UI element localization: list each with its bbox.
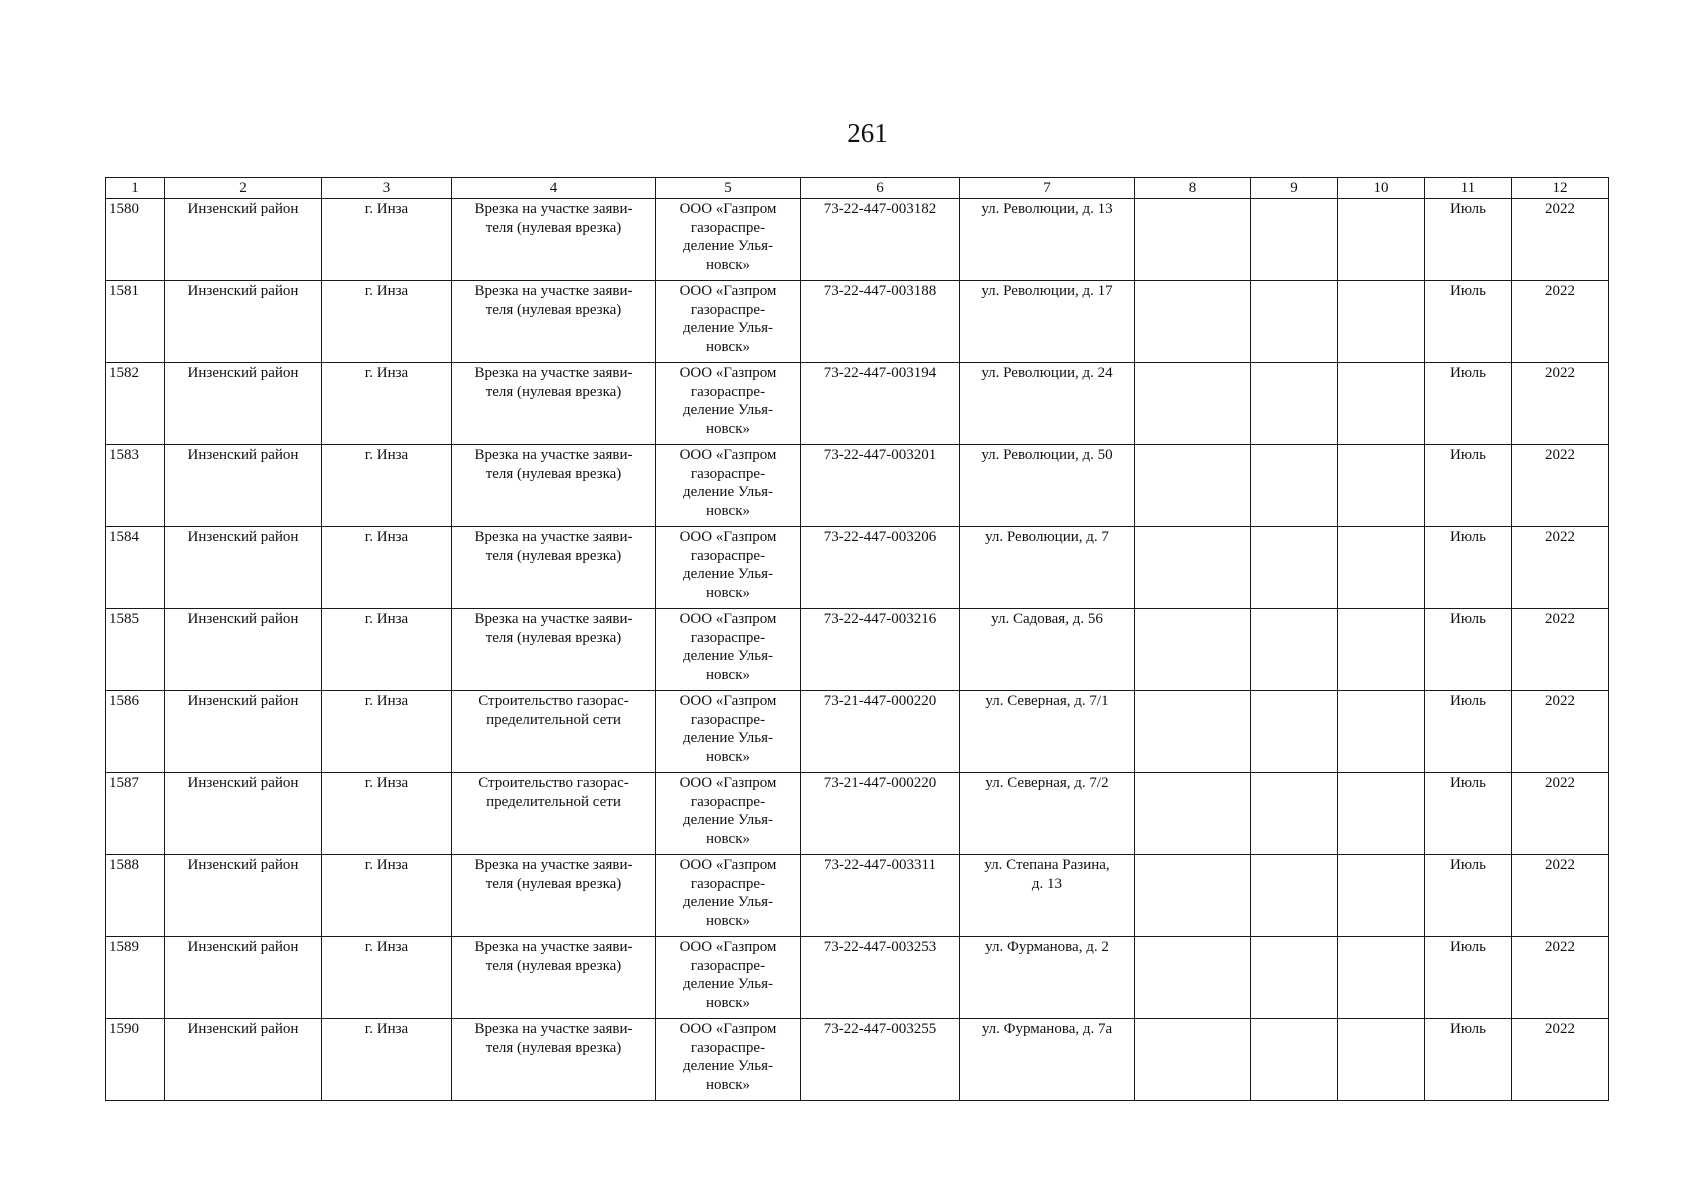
object-code-cell: 73-22-447-003188 bbox=[801, 281, 960, 363]
column-8-cell bbox=[1135, 445, 1251, 527]
row-number-cell: 1589 bbox=[106, 937, 165, 1019]
organization-cell: ООО «Газпром газораспре- деление Улья- новск» bbox=[656, 855, 801, 937]
column-header: 2 bbox=[165, 178, 322, 199]
object-code-cell: 73-22-447-003201 bbox=[801, 445, 960, 527]
table-row bbox=[106, 199, 1609, 281]
work-type-cell: Врезка на участке заяви- теля (нулевая врезка) bbox=[452, 445, 656, 527]
organization-cell: ООО «Газпром газораспре- деление Улья- новск» bbox=[656, 773, 801, 855]
town-cell: г. Инза bbox=[322, 527, 452, 609]
column-header: 6 bbox=[801, 178, 960, 199]
town-cell: г. Инза bbox=[322, 281, 452, 363]
address-cell: ул. Северная, д. 7/2 bbox=[960, 773, 1135, 855]
table-row bbox=[106, 609, 1609, 691]
town-cell: г. Инза bbox=[322, 199, 452, 281]
month-cell: Июль bbox=[1425, 773, 1512, 855]
object-code-cell: 73-22-447-003194 bbox=[801, 363, 960, 445]
column-header: 7 bbox=[960, 178, 1135, 199]
month-cell: Июль bbox=[1425, 199, 1512, 281]
row-number-cell: 1580 bbox=[106, 199, 165, 281]
column-10-cell bbox=[1338, 363, 1425, 445]
work-type-cell: Врезка на участке заяви- теля (нулевая врезка) bbox=[452, 937, 656, 1019]
column-10-cell bbox=[1338, 1019, 1425, 1101]
column-9-cell bbox=[1251, 281, 1338, 363]
column-8-cell bbox=[1135, 855, 1251, 937]
table-row bbox=[106, 1019, 1609, 1101]
table-row bbox=[106, 527, 1609, 609]
organization-cell: ООО «Газпром газораспре- деление Улья- новск» bbox=[656, 199, 801, 281]
page-number: 261 bbox=[847, 118, 888, 148]
gas-connection-table bbox=[105, 177, 1609, 1101]
address-cell: ул. Степана Разина, д. 13 bbox=[960, 855, 1135, 937]
work-type-cell: Врезка на участке заяви- теля (нулевая врезка) bbox=[452, 609, 656, 691]
district-cell: Инзенский район bbox=[165, 855, 322, 937]
column-8-cell bbox=[1135, 527, 1251, 609]
month-cell: Июль bbox=[1425, 363, 1512, 445]
column-8-cell bbox=[1135, 691, 1251, 773]
object-code-cell: 73-22-447-003216 bbox=[801, 609, 960, 691]
district-cell: Инзенский район bbox=[165, 281, 322, 363]
column-10-cell bbox=[1338, 445, 1425, 527]
district-cell: Инзенский район bbox=[165, 773, 322, 855]
column-header: 4 bbox=[452, 178, 656, 199]
row-number-cell: 1586 bbox=[106, 691, 165, 773]
address-cell: ул. Революции, д. 50 bbox=[960, 445, 1135, 527]
row-number-cell: 1582 bbox=[106, 363, 165, 445]
year-cell: 2022 bbox=[1512, 773, 1609, 855]
year-cell: 2022 bbox=[1512, 855, 1609, 937]
column-header: 10 bbox=[1338, 178, 1425, 199]
column-10-cell bbox=[1338, 937, 1425, 1019]
work-type-cell: Врезка на участке заяви- теля (нулевая врезка) bbox=[452, 855, 656, 937]
column-9-cell bbox=[1251, 445, 1338, 527]
organization-cell: ООО «Газпром газораспре- деление Улья- новск» bbox=[656, 609, 801, 691]
year-cell: 2022 bbox=[1512, 445, 1609, 527]
year-cell: 2022 bbox=[1512, 691, 1609, 773]
district-cell: Инзенский район bbox=[165, 1019, 322, 1101]
header-row bbox=[106, 178, 1609, 199]
row-number-cell: 1584 bbox=[106, 527, 165, 609]
address-cell: ул. Революции, д. 24 bbox=[960, 363, 1135, 445]
town-cell: г. Инза bbox=[322, 609, 452, 691]
column-header: 11 bbox=[1425, 178, 1512, 199]
year-cell: 2022 bbox=[1512, 937, 1609, 1019]
town-cell: г. Инза bbox=[322, 855, 452, 937]
address-cell: ул. Революции, д. 13 bbox=[960, 199, 1135, 281]
work-type-cell: Врезка на участке заяви- теля (нулевая врезка) bbox=[452, 199, 656, 281]
organization-cell: ООО «Газпром газораспре- деление Улья- новск» bbox=[656, 281, 801, 363]
column-header: 12 bbox=[1512, 178, 1609, 199]
town-cell: г. Инза bbox=[322, 1019, 452, 1101]
column-10-cell bbox=[1338, 691, 1425, 773]
work-type-cell: Врезка на участке заяви- теля (нулевая врезка) bbox=[452, 1019, 656, 1101]
row-number-cell: 1585 bbox=[106, 609, 165, 691]
row-number-cell: 1581 bbox=[106, 281, 165, 363]
year-cell: 2022 bbox=[1512, 527, 1609, 609]
district-cell: Инзенский район bbox=[165, 445, 322, 527]
table-row bbox=[106, 773, 1609, 855]
column-header: 5 bbox=[656, 178, 801, 199]
work-type-cell: Врезка на участке заяви- теля (нулевая врезка) bbox=[452, 527, 656, 609]
year-cell: 2022 bbox=[1512, 281, 1609, 363]
district-cell: Инзенский район bbox=[165, 199, 322, 281]
column-9-cell bbox=[1251, 527, 1338, 609]
month-cell: Июль bbox=[1425, 527, 1512, 609]
table-row bbox=[106, 691, 1609, 773]
object-code-cell: 73-22-447-003206 bbox=[801, 527, 960, 609]
address-cell: ул. Северная, д. 7/1 bbox=[960, 691, 1135, 773]
column-8-cell bbox=[1135, 199, 1251, 281]
month-cell: Июль bbox=[1425, 937, 1512, 1019]
town-cell: г. Инза bbox=[322, 691, 452, 773]
month-cell: Июль bbox=[1425, 1019, 1512, 1101]
year-cell: 2022 bbox=[1512, 609, 1609, 691]
district-cell: Инзенский район bbox=[165, 691, 322, 773]
address-cell: ул. Фурманова, д. 2 bbox=[960, 937, 1135, 1019]
column-9-cell bbox=[1251, 937, 1338, 1019]
column-9-cell bbox=[1251, 691, 1338, 773]
table-row bbox=[106, 855, 1609, 937]
year-cell: 2022 bbox=[1512, 1019, 1609, 1101]
organization-cell: ООО «Газпром газораспре- деление Улья- новск» bbox=[656, 527, 801, 609]
column-9-cell bbox=[1251, 363, 1338, 445]
column-9-cell bbox=[1251, 609, 1338, 691]
town-cell: г. Инза bbox=[322, 363, 452, 445]
month-cell: Июль bbox=[1425, 445, 1512, 527]
column-10-cell bbox=[1338, 773, 1425, 855]
column-8-cell bbox=[1135, 937, 1251, 1019]
column-10-cell bbox=[1338, 609, 1425, 691]
organization-cell: ООО «Газпром газораспре- деление Улья- новск» bbox=[656, 691, 801, 773]
row-number-cell: 1583 bbox=[106, 445, 165, 527]
row-number-cell: 1588 bbox=[106, 855, 165, 937]
district-cell: Инзенский район bbox=[165, 609, 322, 691]
column-10-cell bbox=[1338, 281, 1425, 363]
year-cell: 2022 bbox=[1512, 363, 1609, 445]
column-10-cell bbox=[1338, 855, 1425, 937]
month-cell: Июль bbox=[1425, 609, 1512, 691]
address-cell: ул. Революции, д. 7 bbox=[960, 527, 1135, 609]
work-type-cell: Врезка на участке заяви- теля (нулевая врезка) bbox=[452, 363, 656, 445]
month-cell: Июль bbox=[1425, 281, 1512, 363]
column-10-cell bbox=[1338, 199, 1425, 281]
organization-cell: ООО «Газпром газораспре- деление Улья- новск» bbox=[656, 1019, 801, 1101]
column-header: 9 bbox=[1251, 178, 1338, 199]
column-8-cell bbox=[1135, 773, 1251, 855]
town-cell: г. Инза bbox=[322, 773, 452, 855]
table-row bbox=[106, 937, 1609, 1019]
column-9-cell bbox=[1251, 199, 1338, 281]
district-cell: Инзенский район bbox=[165, 527, 322, 609]
work-type-cell: Строительство газорас- пределительной сети bbox=[452, 773, 656, 855]
organization-cell: ООО «Газпром газораспре- деление Улья- новск» bbox=[656, 937, 801, 1019]
town-cell: г. Инза bbox=[322, 937, 452, 1019]
organization-cell: ООО «Газпром газораспре- деление Улья- новск» bbox=[656, 445, 801, 527]
work-type-cell: Врезка на участке заяви- теля (нулевая врезка) bbox=[452, 281, 656, 363]
organization-cell: ООО «Газпром газораспре- деление Улья- новск» bbox=[656, 363, 801, 445]
district-cell: Инзенский район bbox=[165, 363, 322, 445]
table-row bbox=[106, 363, 1609, 445]
object-code-cell: 73-22-447-003311 bbox=[801, 855, 960, 937]
column-header: 1 bbox=[106, 178, 165, 199]
object-code-cell: 73-22-447-003182 bbox=[801, 199, 960, 281]
column-8-cell bbox=[1135, 609, 1251, 691]
month-cell: Июль bbox=[1425, 855, 1512, 937]
address-cell: ул. Революции, д. 17 bbox=[960, 281, 1135, 363]
table-row bbox=[106, 445, 1609, 527]
address-cell: ул. Садовая, д. 56 bbox=[960, 609, 1135, 691]
table-row bbox=[106, 281, 1609, 363]
object-code-cell: 73-21-447-000220 bbox=[801, 691, 960, 773]
object-code-cell: 73-21-447-000220 bbox=[801, 773, 960, 855]
column-10-cell bbox=[1338, 527, 1425, 609]
town-cell: г. Инза bbox=[322, 445, 452, 527]
column-9-cell bbox=[1251, 855, 1338, 937]
table-body bbox=[106, 199, 1609, 1101]
column-header: 8 bbox=[1135, 178, 1251, 199]
column-header: 3 bbox=[322, 178, 452, 199]
year-cell: 2022 bbox=[1512, 199, 1609, 281]
district-cell: Инзенский район bbox=[165, 937, 322, 1019]
column-9-cell bbox=[1251, 773, 1338, 855]
column-9-cell bbox=[1251, 1019, 1338, 1101]
row-number-cell: 1590 bbox=[106, 1019, 165, 1101]
column-8-cell bbox=[1135, 363, 1251, 445]
object-code-cell: 73-22-447-003255 bbox=[801, 1019, 960, 1101]
column-8-cell bbox=[1135, 1019, 1251, 1101]
object-code-cell: 73-22-447-003253 bbox=[801, 937, 960, 1019]
address-cell: ул. Фурманова, д. 7а bbox=[960, 1019, 1135, 1101]
document-table-wrapper bbox=[105, 177, 1608, 1101]
column-8-cell bbox=[1135, 281, 1251, 363]
work-type-cell: Строительство газорас- пределительной сети bbox=[452, 691, 656, 773]
row-number-cell: 1587 bbox=[106, 773, 165, 855]
table-header bbox=[106, 178, 1609, 199]
month-cell: Июль bbox=[1425, 691, 1512, 773]
